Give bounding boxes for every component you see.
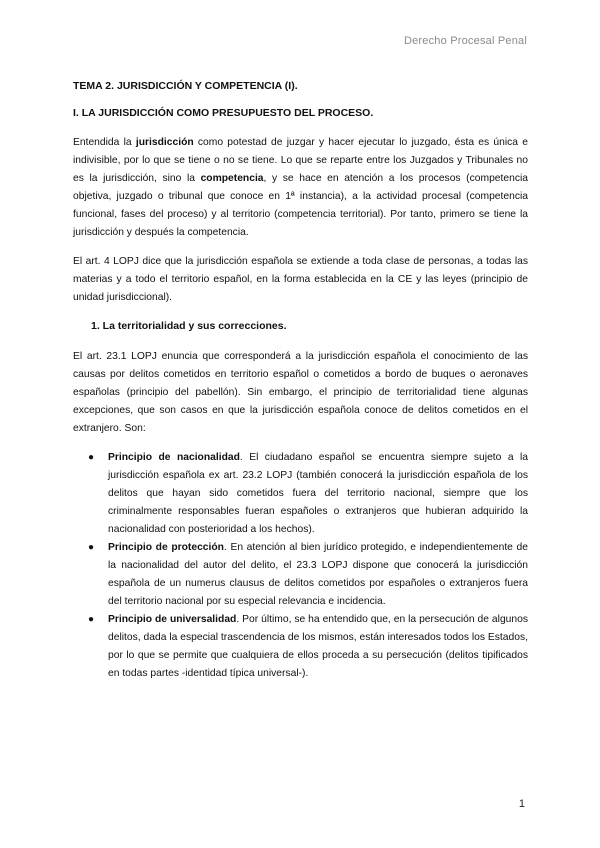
list-item-text: . El ciudadano español se encuentra siempre sujeto a la jurisdicción española ex art. 23.2 LOPJ (también conocerá la jurisdicción española de los delitos que hayan sido cometidos fuera del territorio nacional, siempre que los criminalmente responsables fueran españoles o extranjeros que hubieran adquirido la nacionalidad con posterioridad a los hechos). [108, 452, 529, 535]
text-run: como potestad de juzgar y hacer ejecutar lo juzgado, ésta es única e indivisible, por lo que se tiene o no se tiene. Lo que se reparte entre los Juzgados y Tribunales no es la jurisdicción, sino la [73, 137, 528, 184]
list-item [73, 539, 528, 611]
text-run: , y se hace en atención a los procesos (competencia objetiva, juzgado o tribunal que conoce en 1ª instancia), a la actividad procesal (competencia funcional, fases del proceso) y al territorio (competencia territorial). Por tanto, primero se tiene la jurisdicción y después la competencia. [73, 173, 528, 238]
bold-term-jurisdiccion: jurisdicción [135, 137, 194, 148]
list-item [73, 449, 528, 539]
bullet-icon: ● [88, 614, 95, 625]
bold-term: Principio de universalidad [108, 614, 237, 625]
topic-title: TEMA 2. JURISDICCIÓN Y COMPETENCIA (I). [73, 80, 298, 92]
section-heading: I. LA JURISDICCIÓN COMO PRESUPUESTO DEL PROCESO. [73, 107, 374, 119]
list-item [73, 611, 528, 683]
principles-list [73, 449, 528, 683]
bold-term: Principio de nacionalidad [108, 452, 240, 463]
list-item-text: . En atención al bien jurídico protegido, e independientemente de la nacionalidad del autor del delito, el 23.3 LOPJ dispone que conocerá la jurisdicción española de un numerus clausus de delitos cometidos por españoles o extranjeros fuera del territorio nacional por su especial relevancia e incidencia. [108, 542, 528, 607]
running-header: Derecho Procesal Penal [403, 35, 527, 47]
list-item-text: . Por último, se ha entendido que, en la persecución de algunos delitos, dada la especial trascendencia de los mismos, están interesados todos los Estados, por lo que se permite que cualquiera de ellos proceda a su persecución (delitos tipificados en todas partes -identidad típica universal-). [108, 614, 528, 679]
bullet-icon: ● [88, 452, 95, 463]
text-run: Entendida la [73, 137, 136, 148]
subsection-heading: 1. La territorialidad y sus correcciones. [91, 320, 287, 332]
bold-term: Principio de protección [108, 542, 224, 553]
page-number: 1 [518, 798, 525, 810]
bold-term-competencia: competencia [200, 173, 264, 184]
document-body [73, 80, 528, 683]
paragraph-jurisdiccion [73, 134, 528, 242]
paragraph-art4: El art. 4 LOPJ dice que la jurisdicción española se extiende a toda clase de personas, a todas las materias y a todo el territorio español, en la forma establecida en la CE y las leyes (principio de unidad jurisdiccional). [73, 256, 528, 303]
bullet-icon: ● [88, 542, 95, 553]
paragraph-art23: El art. 23.1 LOPJ enuncia que corresponderá a la jurisdicción española el conocimiento de las causas por delitos cometidos en territorio español o cometidos a bordo de buques o aeronaves españolas (principio del pabellón). Sin embargo, el principio de territorialidad tiene algunas excepciones, que son casos en que la jurisdicción española conoce de delitos cometidos en el extranjero. Son: [73, 351, 528, 434]
